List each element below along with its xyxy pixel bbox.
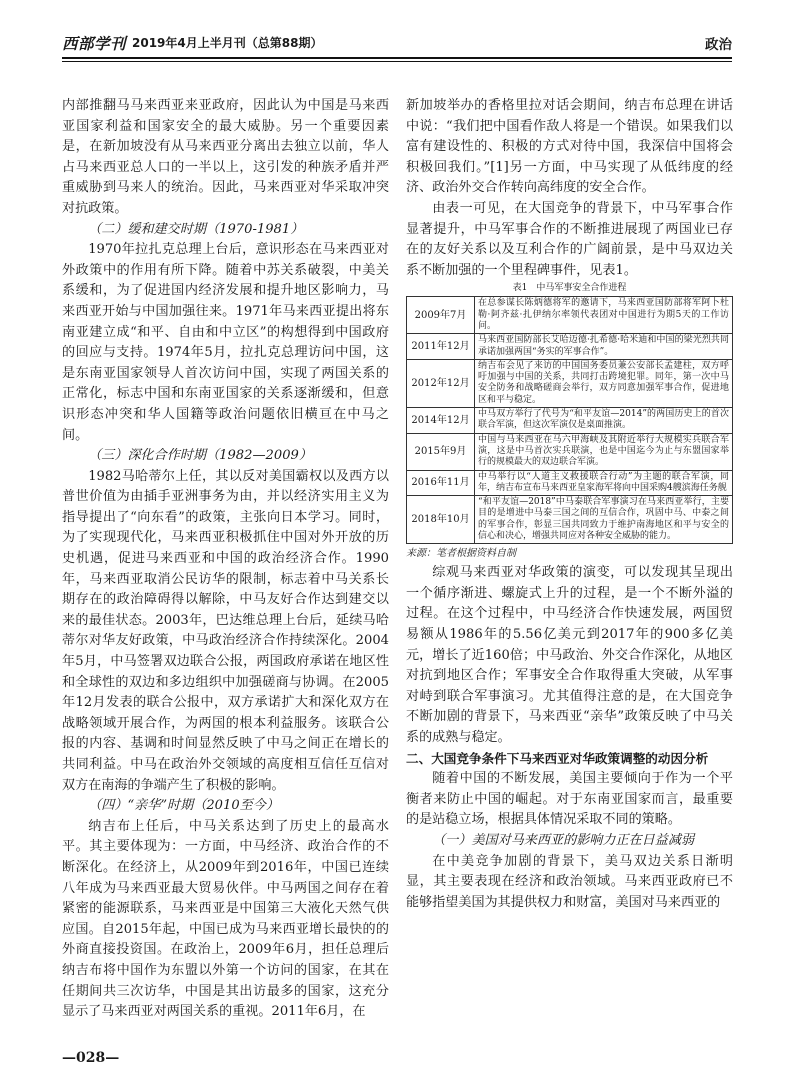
page-header [62,32,732,54]
paragraph: 内部推翻马马来西亚来亚政府，因此认为中国是马来西亚国家利益和国家安全的最大威胁。另一个重要因素是，在新加坡没有从马来西亚分离出去独立以前，华人占马来西亚总人口的一半以上，这引发的种族矛盾并严重威胁到马来人的统治。因此，马来西亚对华采取冲突对抗政策。 [62,98,389,216]
table-cell-content: 在总参谋长陈炳德将军的邀请下，马来西亚国防部将军阿卜杜勒·阿齐兹·扎伊纳尔率领代表团对中国进行为期5天的工作访问。 [475,297,733,334]
subsection-heading: （四）“亲华”时期（2010至今） [88,798,279,814]
paragraph: 1982马哈蒂尔上任，其以反对美国霸权以及西方以普世价值为由插手亚洲事务为由，并以经济实用主义为指导提出了“向东看”的政策，主张向日本学习。同时，为了实现现代化，马来西亚积极抓住中国对外开放的历史机遇，促进马来西亚和中国的政治经济合作。1990年，马来西亚取消公民访华的限制，标志着中马关系长期存在的政治障碍得以解除，中马友好合作达到建交以来的最佳状态。2003年，巴达维总理上台后，延续马哈蒂尔对华友好政策，中马政治经济合作持续深化。2004年5月，中马签署双边联合公报，两国政府承诺在地区性和全球性的双边和多边组织中加强磋商与协调。在2005年12月发表的联合公报中，双方承诺扩大和深化双方在战略领域开展合作，为两国的根本利益服务。该联合公报的内容、基调和时间显然反映了中马之间正在增长的共同利益。中马在政治外交领域的高度相互信任互信对双方在南海的争端产生了积极的影响。 [62,468,389,793]
section-heading: 二、大国竞争条件下马来西亚对华政策调整的动因分析 [406,750,709,766]
page-number: —028— [62,1050,120,1066]
issue-info: 2019年4月上半月刊（总第88期） [132,36,323,50]
table-cell-content: 中马举行以“人道主义救援联合行动”为主题的联合军演，同年，纳吉布宣布马来西亚皇家海军将向中国采购4艘滨海任务舰 [475,470,733,496]
journal-logo: 西部学刊 [62,34,127,53]
table-row [407,334,733,360]
header-rule-thin [62,61,732,62]
table-cell-content: 中国与马来西亚在马六甲海峡及其附近举行大规模实兵联合军演，这是中马首次实兵联演，也是中国迄今为止与东盟国家举行的规模最大的双边联合军演。 [475,433,733,470]
cooperation-table [406,296,733,544]
table-row [407,470,733,496]
table-source: 来源：笔者根据资料自制 [406,548,516,560]
table-cell-date: 2015年9月 [407,433,475,470]
table-row [407,408,733,434]
table-row [407,433,733,470]
table-row [407,359,733,407]
subsection-heading: （三）深化合作时期（1982—2009） [88,448,312,464]
table-cell-date: 2014年12月 [407,408,475,434]
paragraph: 新加坡举办的香格里拉对话会期间，纳吉布总理在讲话中说：“我们把中国看作敌人将是一个错误。如果我们以富有建设性的、积极的方式对待中国，我深信中国将会积极回我们。”[1]另一方面，中马实现了从低纬度的经济、政治外交合作转向高纬度的安全合作。 [406,98,733,196]
table-caption: 表1 中马军事安全合作进程 [512,283,627,294]
table-cell-date: 2009年7月 [407,297,475,334]
table-cell-date: 2016年11月 [407,470,475,496]
table-cell-content: 中马双方举行了代号为“和平友谊—2014”的两国历史上的首次联合军演，但这次军演仅是桌面推演。 [475,408,733,434]
paragraph: 1970年拉扎克总理上台后，意识形态在马来西亚对外政策中的作用有所下降。随着中苏关系破裂，中美关系缓和，为了促进国内经济发展和提升地区影响力，马来西亚开始与中国加强往来。1971年马来西亚提出将东南亚建立成“和平、自由和中立区”的构想得到中国政府的回应与支持。1974年5月，拉扎克总理访问中国，这是东南亚国家领导人首次访问中国，实现了两国关系的正常化，标志中国和东南亚国家的关系逐渐缓和，但意识形态冲突和华人国籍等政治问题依旧横亘在中马之间。 [62,242,389,443]
paragraph: 纳吉布上任后，中马关系达到了历史上的最高水平。其主要体现为：一方面，中马经济、政治合作的不断深化。在经济上，从2009年到2016年，中国已连续八年成为马来西亚最大贸易伙伴。中马两国之间存在着紧密的能源联系，马来西亚是中国第三大液化天然气供应国。自2015年起，中国已成为马来西亚增长最快的的外商直接投资国。在政治上，2009年6月，担任总理后纳吉布将中国作为东盟以外第一个访问的国家，在其在任期间共三次访华，中国是其出访最多的国家，这充分显示了马来西亚对两国关系的重视。2011年6月，在 [62,818,389,1020]
subsection-heading: （一）美国对马来西亚的影响力正在日益减弱 [432,833,695,848]
right-column [406,96,733,1046]
paragraph: 由表一可见，在大国竞争的背景下，中马军事合作显著提升，中马军事合作的不断推进展现了两国业已存在的友好关系以及互利合作的广阔前景，是中马双边关系不断加强的一个里程碑事件，见表1。 [406,200,733,278]
header-rule-thick [62,57,732,59]
paragraph: 综观马来西亚对华政策的演变，可以发现其呈现出一个循序渐进、螺旋式上升的过程，是一个不断外溢的过程。在这个过程中，中马经济合作快速发展，两国贸易额从1986年的5.56亿美元到2017年的900多亿美元，增长了近160倍；中马政治、外交合作深化，从地区对抗到地区合作；军事安全合作取得重大突破，从军事对峙到联合军事演习。尤其值得注意的是，在大国竞争不断加剧的背景下，马来西亚“亲华”政策反映了中马关系的成熟与稳定。 [406,565,733,746]
table-cell-content: 马来西亚国防部长艾哈迈德·扎希德·哈米迪和中国的梁光烈共同承诺加强两国“务实的军事合作”。 [475,334,733,360]
table-cell-content: 纳吉布会见了来访的中国国务委员兼公安部长孟建柱，双方呼吁加强与中国的关系，共同打击跨境犯罪。同年，第一次中马安全防务和战略磋商会举行，双方同意加强军事合作，促进地区和平与稳定。 [475,359,733,407]
section-label: 政治 [705,37,732,53]
paragraph: 随着中国的不断发展，美国主要倾向于作为一个平衡者来防止中国的崛起。对于东南亚国家而言，最重要的是站稳立场，根据具体情况采取不同的策略。 [406,771,733,828]
subsection-heading: （二）缓和建交时期（1970-1981） [88,221,304,237]
table-row [407,297,733,334]
table-cell-content: “和平友谊—2018”中马泰联合军事演习在马来西亚举行，主要目的是增进中马泰三国之间的互信合作，巩固中马、中泰之间的军事合作，彰显三国共同致力于维护南海地区和平与安全的信心和决心，增强共同应对各种安全威胁的能力。 [475,496,733,544]
table-cell-date: 2012年12月 [407,359,475,407]
table-cell-date: 2018年10月 [407,496,475,544]
table-cell-date: 2011年12月 [407,334,475,360]
paragraph: 在中美竞争加剧的背景下，美马双边关系日渐明显，其主要表现在经济和政治领域。马来西亚政府已不能够指望美国为其提供权力和财富，美国对马来西亚的 [406,853,733,910]
left-column [62,96,389,1046]
table-row [407,496,733,544]
